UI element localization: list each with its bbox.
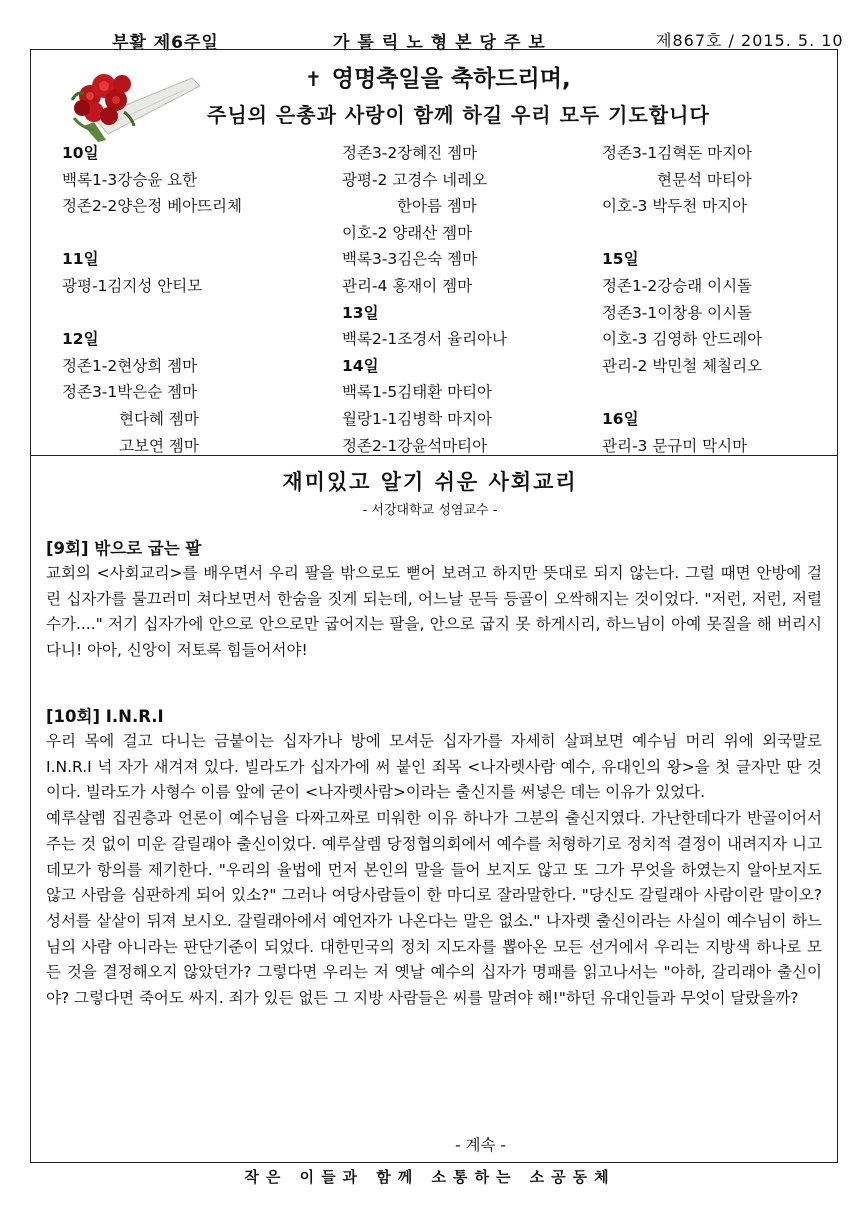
spacer <box>602 220 762 247</box>
feast-date: 14일 <box>342 356 379 375</box>
feast-date: 10일 <box>62 144 99 162</box>
cross-icon: ✝ <box>305 67 322 91</box>
feast-title-text: 영명축일을 축하드리며, <box>331 66 571 92</box>
feast-date: 15일 <box>602 250 639 269</box>
feast-name-entry: 정존1-2현상희 젬마 <box>62 356 198 375</box>
article-author: - 서강대학교 성염교수 - <box>362 503 498 518</box>
part-10-body-2: 예루살렘 집권층과 언론이 예수님을 다짜고짜로 미워한 이유 하나가 그분의 출신지였다. 가난한데다가 반골이어서 주는 것 없이 미운 갈릴래아 출신이었다. 예루살렘 당정협의회에서 예수를 처형하기로 정치적 결정이 내려지자 니고데모가 항의를 제기한다. "우리의 율법에 먼저 본인의 말을 들어 보지도 않고 또 그가 무엇을 하였는지 알아보지도 않고 사람을 심판하게 되어 있소?" 그러나 여당사람들이 한 마디로 잘라말한다. "당신도 갈릴래아 사람이란 말이오? 성서를 샅샅이 뒤져 보시오. 갈릴래아에서 예언자가 나온다는 말은 없소." 나자렛 출신이라는 사실이 예수님이 하느님의 사람 아니라는 판단기준이 되었다. 대한민국의 정치 지도자를 뽑아온 모든 선거에서 우리는 지방색 하나로 모든 것을 결정해오지 않았던가? 그렇다면 우리는 저 옛날 예수의 십자가 명패를 읽고나서는 "아하, 갈리래아 출신이야? 그렇다면 죽어도 싸지. 죄가 있든 없든 그 지방 사람들은 씨를 말려야 해!"하던 유대인들과 무엇이 달랐을까? <box>46 809 822 1008</box>
feast-name-entry: 이호-3 김영하 안드레아 <box>602 330 763 349</box>
spacer <box>602 379 762 406</box>
feast-name-entry: 정존3-1박은순 젬마 <box>62 383 198 402</box>
continued-note: - 계속 - <box>455 1136 506 1154</box>
feast-name-entry: 관리-4 홍재이 젬마 <box>342 276 473 295</box>
feast-name-entry: 광평-2 고경수 네레오 <box>342 170 488 189</box>
feast-name-entry: 백록1-5김태환 마티아 <box>342 383 493 402</box>
feast-name-entry: 관리-2 박민철 체칠리오 <box>602 356 763 375</box>
feast-name-entry: 정존3-1이창용 이시돌 <box>602 303 753 322</box>
part-10-heading: [10회] I.N.R.I <box>46 707 164 726</box>
feast-name-entry: 정존2-1강윤석마티아 <box>342 436 488 455</box>
spacer <box>62 220 242 247</box>
feast-date: 13일 <box>342 303 379 322</box>
feast-date: 12일 <box>62 330 99 349</box>
names-column-1 <box>62 140 242 459</box>
part-10-body-1: 우리 목에 걸고 다니는 금붙이는 십자가나 방에 모셔둔 십자가를 자세히 살펴보면 예수님 머리 위에 외국말로 I.N.R.I 넉 자가 새겨져 있다. 빌라도가 십자가에 써 붙인 죄목 <나자렛사람 예수, 유대인의 왕>을 첫 글자만 딴 것이다. 빌라도가 사형수 이름 앞에 굳이 <나자렛사람>이라는 출신지를 써넣은 데는 이유가 있었다. <box>46 732 822 802</box>
feast-name-entry: 이호-3 박두천 마지아 <box>602 197 748 216</box>
feast-name-entry: 정존1-2강승래 이시돌 <box>602 276 753 295</box>
article-title: 재미있고 알기 쉬운 사회교리 <box>282 469 578 494</box>
part-9-heading: [9회] 밖으로 굽는 팔 <box>46 539 202 558</box>
feast-name-entry: 정존3-1김혁돈 마지아 <box>602 144 753 162</box>
names-column-3 <box>602 140 762 459</box>
feast-name-entry: 광평-1김지성 안티모 <box>62 276 203 295</box>
feast-name-entry: 고보연 젬마 <box>119 436 199 455</box>
page-footer-slogan: 작은 이들과 함께 소통하는 소공동체 <box>244 1168 616 1186</box>
part-9-body: 교회의 <사회교리>를 배우면서 우리 팔을 밖으로도 뻗어 보려고 하지만 뜻대로 되지 않는다. 그럴 때면 안방에 걸린 십자가를 물끄러미 쳐다보면서 한숨을 짓게 되는데, 어느날 문득 등골이 오싹해지는 것이었다. "저런, 저런, 저럴 수가...." 저기 십자가에 안으로 안으로만 굽어지는 팔을, 안으로 굽지 못 하게시리, 하느님이 아예 못질을 해 버리시다니! 아아, 신앙이 저토록 힘들어서야! <box>46 564 822 660</box>
article-part-9 <box>46 537 822 664</box>
article-part-10 <box>46 705 822 1012</box>
feast-name-entry: 정존3-2장혜진 젬마 <box>342 144 478 162</box>
feast-name-entry: 백록1-3강승윤 요한 <box>62 170 198 189</box>
feast-title <box>305 60 571 93</box>
feast-name-entry: 현문석 마티아 <box>657 170 752 189</box>
feast-name-entry: 현다혜 젬마 <box>119 409 199 428</box>
names-column-2 <box>342 140 507 459</box>
spacer <box>62 300 242 327</box>
feast-date: 11일 <box>62 250 99 269</box>
liturgical-week: 부활 제6주일 <box>112 33 219 53</box>
feast-date: 16일 <box>602 409 639 428</box>
feast-name-entry: 백록2-1조경서 율리아나 <box>342 330 508 349</box>
feast-subtitle: 주님의 은총과 사랑이 함께 하길 우리 모두 기도합니다 <box>207 103 710 127</box>
feast-name-entry: 한아름 젬마 <box>397 197 477 216</box>
page-header <box>0 0 860 53</box>
feast-name-entry: 관리-3 문규미 막시마 <box>602 436 748 455</box>
issue-info: 제867호 / 2015. 5. 10 <box>656 31 844 50</box>
feast-name-entry: 정존2-2양은정 베아뜨리체 <box>62 197 242 216</box>
feast-name-entry: 월랑1-1김병학 마지아 <box>342 409 493 428</box>
flower-bouquet-image <box>64 56 204 144</box>
feast-name-entry: 백록3-3김은숙 젬마 <box>342 250 478 269</box>
bulletin-title: 가톨릭노형본당주보 <box>333 33 553 53</box>
feast-name-entry: 이호-2 양래산 젬마 <box>342 223 473 242</box>
